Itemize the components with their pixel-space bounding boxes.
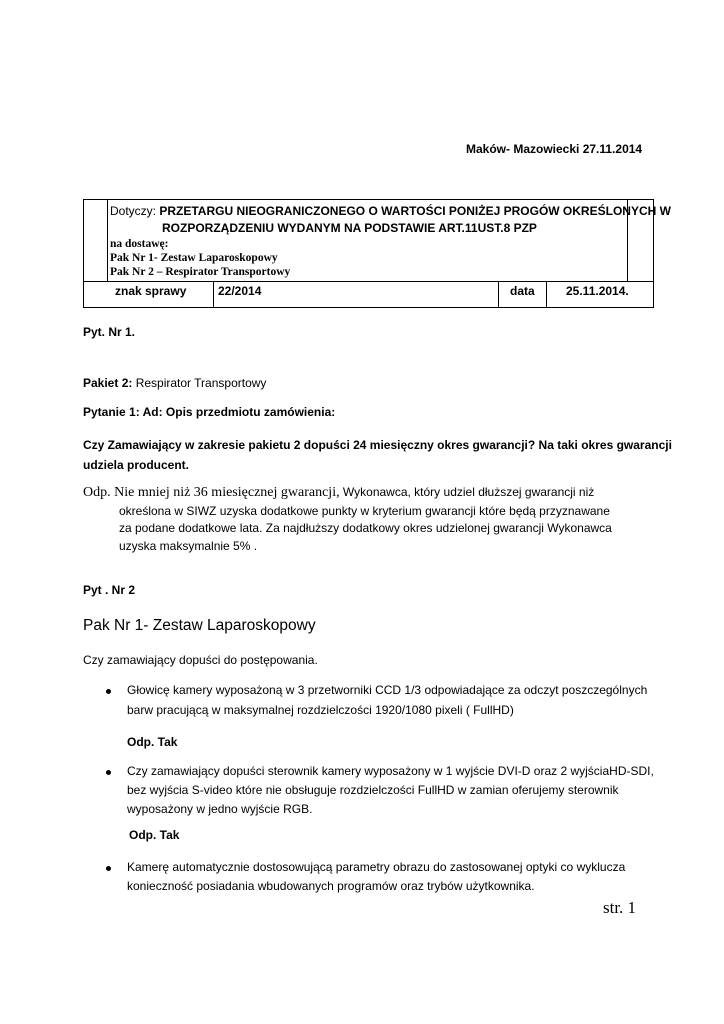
item2-line3: wyposażony w jedno wyjście RGB. bbox=[127, 802, 313, 816]
table-border-top bbox=[83, 199, 654, 200]
pakiet-value: Respirator Transportowy bbox=[132, 376, 267, 390]
item3-line1: Kamerę automatycznie dostosowującą parametry obrazu do zastosowanej optyki co wyklucza bbox=[127, 860, 626, 874]
bullet-1 bbox=[106, 689, 111, 694]
col-divider-2 bbox=[498, 281, 499, 307]
dotyczy-line1 bbox=[110, 204, 671, 218]
pakiet-label: Pakiet 2: bbox=[83, 376, 133, 390]
pakiet-line bbox=[83, 376, 266, 390]
pak1-label: Pak Nr 1- Zestaw Laparoskopowy bbox=[110, 252, 278, 264]
answer-rest: Wykonawca, który udziel dłuższej gwarancji niż bbox=[339, 485, 595, 499]
answer-serif: Odp. Nie mniej niż 36 miesięcznej gwarancji, bbox=[83, 485, 340, 500]
place-date: Maków- Mazowiecki 27.11.2014 bbox=[466, 142, 643, 156]
inner-box-left bbox=[107, 199, 108, 281]
answer-line2: określona w SIWZ uzyska dodatkowe punkty w kryterium gwarancji które będą przyznawane bbox=[119, 504, 610, 518]
na-dostawe: na dostawę: bbox=[110, 238, 169, 250]
dotyczy-line2: ROZPORZĄDZENIU WYDANYM NA PODSTAWIE ART.11UST.8 PZP bbox=[162, 221, 537, 235]
col-divider-1 bbox=[213, 281, 214, 307]
table-border-left bbox=[83, 199, 84, 308]
data-value: 25.11.2014. bbox=[566, 284, 629, 298]
question-line1: Czy Zamawiający w zakresie pakietu 2 dopuści 24 miesięczny okres gwarancji? Na taki okres gwarancji bbox=[83, 438, 672, 452]
answer-line3: za podane dodatkowe lata. Za najdłuższy dodatkowy okres udzielonej gwarancji Wykonawca bbox=[119, 521, 612, 535]
dotyczy-label: Dotyczy: bbox=[110, 204, 157, 218]
page-number: str. 1 bbox=[603, 898, 637, 917]
item2-line2: bez wyjścia S-video które nie obsługuje rozdzielczości FullHD w zamian oferujemy sterownik bbox=[127, 783, 619, 797]
znak-sprawy-label: znak sprawy bbox=[115, 284, 187, 298]
data-label: data bbox=[510, 284, 535, 298]
item2-line1: Czy zamawiający dopuści sterownik kamery wyposażony w 1 wyjście DVI-D oraz 2 wyjściaHD-SDI, bbox=[127, 764, 654, 778]
question-line2: udziela producent. bbox=[83, 458, 190, 472]
znak-sprawy-value: 22/2014 bbox=[218, 284, 262, 298]
item2-answer: Odp. Tak bbox=[129, 828, 180, 842]
col-divider-3 bbox=[546, 281, 547, 307]
item1-line2: barw pracującą w maksymalnej rozdzielczości 1920/1080 pixeli ( FullHD) bbox=[127, 703, 514, 717]
pyt2-intro: Czy zamawiający dopuści do postępowania. bbox=[83, 653, 318, 667]
item1-line1: Głowicę kamery wyposażoną w 3 przetworniki CCD 1/3 odpowiadające za odczyt poszczególnych bbox=[127, 683, 648, 697]
pak1-title: Pak Nr 1- Zestaw Laparoskopowy bbox=[83, 617, 316, 634]
bullet-2 bbox=[106, 770, 111, 775]
pytanie-heading: Pytanie 1: Ad: Opis przedmiotu zamówienia: bbox=[83, 405, 336, 419]
bullet-3 bbox=[106, 866, 111, 871]
dotyczy-text-1: PRZETARGU NIEOGRANICZONEGO O WARTOŚCI PONIŻEJ PROGÓW OKREŚLONYCH W bbox=[159, 204, 671, 218]
table-border-bottom bbox=[83, 307, 654, 308]
answer-line4: uzyska maksymalnie 5% . bbox=[119, 539, 258, 553]
row-divider bbox=[83, 281, 654, 282]
pyt1-heading: Pyt. Nr 1. bbox=[83, 325, 136, 339]
item3-line2: konieczność posiadania wbudowanych programów oraz trybów użytkownika. bbox=[127, 879, 535, 893]
item1-answer: Odp. Tak bbox=[127, 735, 178, 749]
pak2-label: Pak Nr 2 – Respirator Transportowy bbox=[110, 266, 291, 278]
pyt2-heading: Pyt . Nr 2 bbox=[83, 583, 136, 597]
answer-line1 bbox=[83, 485, 594, 501]
